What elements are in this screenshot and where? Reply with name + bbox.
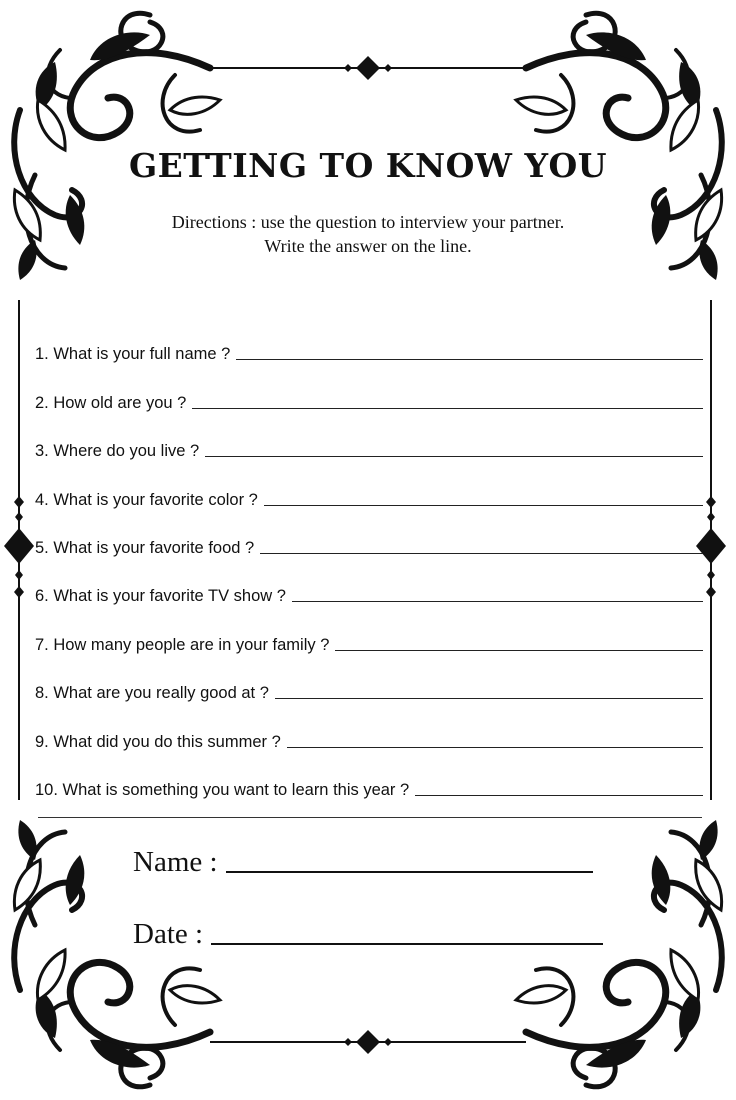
question-row bbox=[35, 703, 703, 751]
section-divider bbox=[38, 817, 702, 818]
date-field bbox=[133, 918, 603, 951]
question-list bbox=[35, 316, 703, 800]
question-text: 7. How many people are in your family ? bbox=[35, 635, 330, 654]
question-row bbox=[35, 655, 703, 703]
bottom-rule-ornament bbox=[210, 1030, 526, 1054]
answer-line[interactable] bbox=[275, 698, 703, 699]
date-line[interactable] bbox=[211, 943, 603, 945]
name-line[interactable] bbox=[226, 871, 593, 873]
question-text: 1. What is your full name ? bbox=[35, 345, 231, 364]
question-row bbox=[35, 752, 703, 800]
answer-line[interactable] bbox=[260, 553, 703, 554]
question-row bbox=[35, 510, 703, 558]
date-label: Date : bbox=[133, 918, 204, 950]
question-text: 4. What is your favorite color ? bbox=[35, 490, 258, 509]
answer-line[interactable] bbox=[205, 456, 703, 457]
page-title: GETTING TO KNOW YOU bbox=[128, 146, 608, 185]
answer-line[interactable] bbox=[292, 601, 703, 602]
question-text: 2. How old are you ? bbox=[35, 393, 187, 412]
question-row bbox=[35, 364, 703, 412]
question-text: 9. What did you do this summer ? bbox=[35, 732, 281, 751]
question-row bbox=[35, 558, 703, 606]
question-text: 6. What is your favorite TV show ? bbox=[35, 587, 286, 606]
diamond-ornament-icon bbox=[356, 1030, 380, 1054]
question-text: 3. Where do you live ? bbox=[35, 442, 200, 461]
directions bbox=[0, 210, 736, 258]
directions-line-2: Write the answer on the line. bbox=[264, 236, 472, 256]
diamond-ornament-icon bbox=[356, 56, 380, 80]
top-rule-ornament bbox=[210, 56, 526, 80]
question-row bbox=[35, 461, 703, 509]
answer-line[interactable] bbox=[415, 795, 703, 796]
answer-line[interactable] bbox=[264, 505, 703, 506]
answer-line[interactable] bbox=[335, 650, 703, 651]
answer-line[interactable] bbox=[287, 747, 703, 748]
question-row bbox=[35, 606, 703, 654]
answer-line[interactable] bbox=[236, 359, 703, 360]
left-border-ornament bbox=[4, 300, 38, 800]
question-row bbox=[35, 316, 703, 364]
directions-line-1: Directions : use the question to interview your partner. bbox=[171, 212, 565, 232]
question-text: 8. What are you really good at ? bbox=[35, 684, 269, 703]
name-label: Name : bbox=[133, 846, 218, 878]
diamond-ornament-icon bbox=[4, 528, 34, 564]
question-text: 10. What is something you want to learn this year ? bbox=[35, 780, 410, 799]
answer-line[interactable] bbox=[192, 408, 703, 409]
question-text: 5. What is your favorite food ? bbox=[35, 538, 255, 557]
name-field bbox=[133, 846, 593, 879]
question-row bbox=[35, 413, 703, 461]
